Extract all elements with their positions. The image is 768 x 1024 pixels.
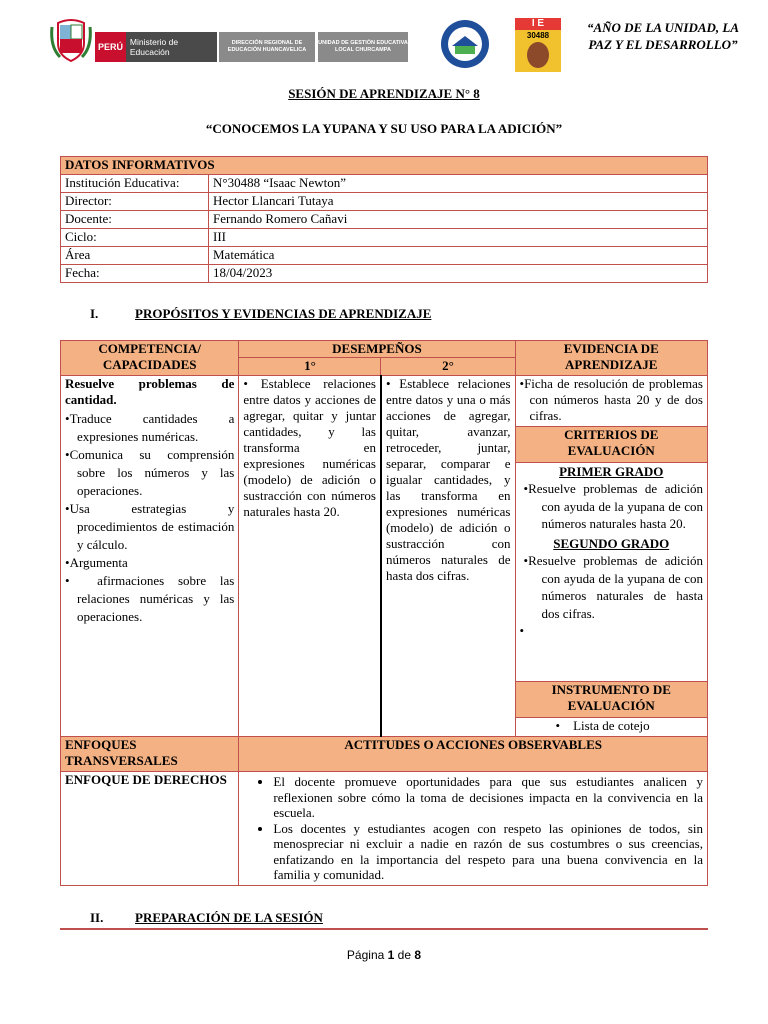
criterio-grade-2: •Resuelve problemas de adición con ayuda de la yupana de con números naturales de hasta dos cifras.: [523, 553, 703, 621]
primer-grado-label: PRIMER GRADO: [559, 463, 664, 479]
segundo-grado-label: SEGUNDO GRADO: [553, 535, 670, 551]
datos-header: DATOS INFORMATIVOS: [61, 157, 708, 175]
row-value: Hector Llancari Tutaya: [209, 193, 708, 211]
actitudes-list: [243, 774, 703, 883]
empty-bullet: •: [519, 623, 525, 639]
col-grade-1: 1°: [239, 358, 381, 376]
section2-title: PREPARACIÓN DE LA SESIÓN: [135, 910, 323, 925]
section1-number: I.: [90, 306, 99, 321]
dre-logo: DIRECCIÓN REGIONAL DE EDUCACIÓN HUANCAVELICA: [219, 32, 315, 62]
list-item: • Los docentes y estudiantes acogen con respeto las opiniones de todos, sin menospreciar ni excluir a nadie en razón de sus costumbres o sus creencias, enfatizando en la importancia del respeto para una buena convivencia en la familia y comunidad.: [273, 821, 703, 883]
list-item: •Argumenta: [65, 555, 128, 570]
table-row: [61, 265, 708, 283]
enfoque-derechos: ENFOQUE DE DERECHOS: [61, 772, 239, 886]
list-item: •Usa estrategias y procedimientos de estimación y cálculo.: [65, 501, 235, 552]
peru-label: PERÚ: [95, 32, 126, 62]
table-row: [61, 229, 708, 247]
col-grade-2: 2°: [381, 358, 515, 376]
page-footer: Página 1 de 8: [346, 948, 422, 962]
list-item: •Traduce cantidades a expresiones numéricas.: [65, 411, 235, 444]
criterios-header: CRITERIOS DE EVALUACIÓN: [515, 426, 708, 462]
ie-badge: I E: [515, 18, 561, 30]
col-competencia: COMPETENCIA/ CAPACIDADES: [61, 341, 239, 376]
section1-title: PROPÓSITOS Y EVIDENCIAS DE APRENDIZAJE: [135, 306, 432, 321]
row-label: Director:: [61, 193, 209, 211]
school-circle-logo: [440, 16, 490, 72]
actitudes-header: ACTITUDES O ACCIONES OBSERVABLES: [239, 737, 708, 772]
criterio-grade-1: •Resuelve problemas de adición con ayuda de la yupana de con números naturales hasta 20.: [523, 481, 703, 532]
desempeno-grade-1: • Establece relaciones entre datos y acciones de agregar, quitar y juntar cantidades, y las transforma en expresiones numéricas (modelo) de adición o sustracción con números naturales hasta 20.: [239, 376, 381, 737]
session-subtitle: “CONOCEMOS LA YUPANA Y SU USO PARA LA ADICIÓN”: [205, 121, 563, 136]
row-value: Matemática: [209, 247, 708, 265]
table-row: [61, 175, 708, 193]
table-row: [61, 211, 708, 229]
section2-number: II.: [90, 910, 104, 925]
divider: [60, 928, 708, 930]
table-row: [61, 193, 708, 211]
datos-table: [60, 156, 708, 283]
instrumento-header: INSTRUMENTO DE EVALUACIÓN: [515, 682, 708, 718]
row-label: Institución Educativa:: [61, 175, 209, 193]
portrait-icon: [527, 42, 549, 68]
evidencia-item: •Ficha de resolución de problemas con números hasta 20 y de dos cifras.: [515, 376, 708, 427]
ie-number: 30488: [526, 31, 550, 40]
ugel-logo: UNIDAD DE GESTIÓN EDUCATIVA LOCAL CHURCAMPA: [318, 32, 408, 62]
col-desempenos: DESEMPEÑOS: [239, 341, 515, 358]
list-item: • El docente promueve oportunidades para que sus estudiantes analicen y reflexionen sobre cómo la toma de decisiones impacta en la convivencia en la escuela.: [273, 774, 703, 821]
row-label: Ciclo:: [61, 229, 209, 247]
ministerio-educacion-logo: [95, 32, 217, 62]
row-value: III: [209, 229, 708, 247]
list-item: • afirmaciones sobre las relaciones numéricas y las operaciones.: [65, 573, 235, 624]
competencia-title: Resuelve problemas de cantidad.: [65, 376, 235, 407]
peru-coat-of-arms-logo: [50, 17, 92, 63]
propositos-table: [60, 340, 708, 886]
row-label: Docente:: [61, 211, 209, 229]
row-label: Fecha:: [61, 265, 209, 283]
instrumento-item: • Lista de cotejo: [515, 718, 708, 737]
col-evidencia: EVIDENCIA DE APRENDIZAJE: [515, 341, 708, 376]
page-title: SESIÓN DE APRENDIZAJE N° 8: [288, 86, 480, 101]
row-value: 18/04/2023: [209, 265, 708, 283]
row-label: Área: [61, 247, 209, 265]
list-item: •Comunica su comprensión sobre los números y las operaciones.: [65, 447, 235, 498]
year-motto: “AÑO DE LA UNIDAD, LA PAZ Y EL DESARROLLO”: [586, 20, 740, 52]
enfoques-header: ENFOQUES TRANSVERSALES: [61, 737, 239, 772]
table-row: [61, 247, 708, 265]
desempeno-grade-2: • Establece relaciones entre datos y una o más acciones de agregar, quitar, avanzar, retroceder, juntar, separar, comparar e igualar cantidades, y las transforma en expresiones numéricas (modelo) de adición o sustracción con números naturales de hasta dos cifras.: [381, 376, 515, 737]
row-value: N°30488 “Isaac Newton”: [209, 175, 708, 193]
ie-30488-logo: [515, 18, 561, 72]
ministerio-label: Ministerio de Educación: [129, 37, 179, 57]
row-value: Fernando Romero Cañavi: [209, 211, 708, 229]
